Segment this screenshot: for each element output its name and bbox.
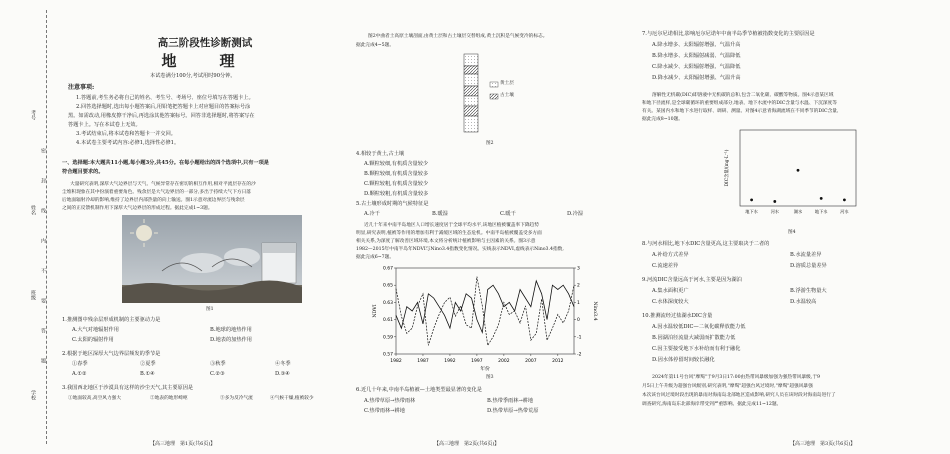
- q2-option-a[interactable]: A.①②: [72, 371, 87, 377]
- y2-tick-label: 0: [577, 318, 580, 324]
- x-category-label: 湖水: [793, 209, 803, 214]
- note-line: 3.考试结束后,将本试卷和答题卡一并交回。: [76, 131, 176, 137]
- plot-frame: [740, 130, 856, 206]
- q3-item: ④气候干燥,植被较少: [270, 396, 314, 401]
- q9-option-c[interactable]: C.水体深度较大: [652, 299, 689, 305]
- x-tick-label: 1987: [417, 359, 429, 364]
- q7-option-c[interactable]: C.降水减少、太阳辐射增强、气温降低: [652, 64, 741, 70]
- q10-option-b[interactable]: B.因湖泊径流量大减弱而扩散能力低: [652, 335, 736, 341]
- page-2-footer: 【高三地理 第2页(共6页)】: [434, 441, 500, 447]
- label-school: 学校: [30, 390, 36, 400]
- q10-option-c[interactable]: C.因主要接受地下水补给而有利于融化: [652, 346, 741, 352]
- note-line: 1.答题前,考生务必将自己的姓名、考生号、考场号、座位号填写在答题卡上。: [76, 95, 254, 101]
- figure-3-caption: 图3: [486, 375, 494, 380]
- q6-option-b[interactable]: B.热带季雨林→耕地: [487, 398, 534, 404]
- intro-line: 尘堆积现象在其中扮演着重要角色。残余层是大气边界层的一部分,多出于持续大气下方日落: [62, 190, 251, 195]
- q8-option-b[interactable]: B.水流量差异: [790, 252, 822, 258]
- figure-4-chart: [722, 124, 862, 228]
- q2-item: ④冬季: [275, 361, 291, 367]
- question-6: 6.近几十年来,中南半岛植被—土地类型最显著的变化是: [356, 387, 482, 393]
- y2-tick-label: 3: [577, 266, 580, 272]
- q2-option-b[interactable]: B.①④: [140, 371, 155, 377]
- seal-char: 密: [40, 148, 46, 153]
- seal-char: 封: [40, 178, 46, 183]
- q4-option-d[interactable]: D.颗粒较粗,有机质含量较多: [364, 191, 429, 197]
- q2-item: ③秋季: [210, 361, 226, 367]
- q2-option-c[interactable]: C.②③: [210, 371, 225, 377]
- subject-title: 地 理: [161, 52, 249, 70]
- q5-option-d[interactable]: D.冷湿: [567, 211, 583, 217]
- q9-option-a[interactable]: A.集水面积更广: [652, 288, 689, 294]
- q1-option-c[interactable]: C.太阳的辐射作用: [72, 337, 114, 343]
- figure-2: [452, 52, 542, 136]
- page-3: [640, 0, 945, 454]
- q10-option-d[interactable]: D.因水体停留时间较长融化: [652, 357, 715, 363]
- q1-option-d[interactable]: D.地表的加热作用: [210, 337, 252, 343]
- seal-char: 题: [40, 358, 46, 363]
- intro-line: 据此完成8~10题。: [642, 117, 683, 122]
- figure-1: [122, 215, 302, 303]
- q1-option-b[interactable]: B.地球的地热作用: [210, 327, 252, 333]
- q4-option-c[interactable]: C.颗粒较粗,有机质含量较少: [364, 181, 429, 187]
- q10-option-a[interactable]: A.因水温较低DIC—二氧化碳释放能力低: [652, 324, 746, 330]
- question-3: 3.我国西北地区于沙漠具有这样的沙尘天气,其主要原因是: [62, 385, 194, 391]
- question-7: 7.与厄尔尼诺相比,影响厄尔尼诺年中南半岛季节植被指数变化的主要原因是: [642, 31, 815, 37]
- y2-tick-label: 2: [577, 283, 580, 289]
- page-1-footer: 【高三地理 第1页(共6页)】: [150, 441, 216, 447]
- figure-2-profile: [452, 52, 542, 136]
- y-tick-label: 0.65: [382, 283, 393, 289]
- seal-char: 不: [40, 268, 46, 273]
- question-9: 9.河流DIC含量远高于河水,主要是因为湖泊: [642, 277, 742, 283]
- question-1: 1.推测图中残余层形成机制的主要驱动力是: [62, 317, 161, 323]
- y-tick-label: 0.67: [382, 266, 393, 272]
- seal-char: 内: [40, 238, 46, 243]
- q6-option-d[interactable]: D.热带草原→热带荒原: [487, 408, 539, 414]
- label-name: 姓名: [30, 205, 36, 215]
- q9-option-b[interactable]: B.浮游生物量大: [790, 288, 827, 294]
- intro-line: 图2中曲者土高原土壤剖面,由黄土层和古土壤层交替组成,黄土沉积是气候变冷的标志。: [368, 34, 548, 39]
- intro-line: 调查研究,海南岛东北部海岸带受到严重影响。据此完成11~12题。: [642, 402, 782, 407]
- figure-2-caption: 图2: [486, 141, 494, 146]
- y2-tick-label: -2: [577, 352, 582, 358]
- legend-paleosol-label: 古土壤: [500, 93, 514, 98]
- data-point: [773, 200, 776, 203]
- x-tick-label: 2007: [525, 359, 537, 364]
- q4-option-b[interactable]: B.颗粒较细,有机质含量较多: [364, 171, 429, 177]
- page-3-footer: 【高三地理 第3页(共6页)】: [790, 441, 856, 447]
- q8-option-c[interactable]: C.流速差异: [652, 263, 679, 269]
- q7-option-a[interactable]: A.降水增多、太阳辐射增强、气温升高: [652, 42, 741, 48]
- q8-option-d[interactable]: D.溶质总量差异: [790, 263, 827, 269]
- q2-item: ②夏季: [140, 361, 156, 367]
- figure-1-illustration: [122, 215, 302, 303]
- q1-option-a[interactable]: A.大气对地辐射作用: [72, 327, 119, 333]
- note-line: 黑。如需改动,用橡皮擦干净后,再选涂其他答案标号。回答非选择题时,将答案写在: [68, 113, 255, 119]
- seal-char: 答: [40, 328, 46, 333]
- note-line: 答题卡上。写在本试卷上无效。: [68, 122, 141, 128]
- y-tick-label: 0.57: [382, 352, 393, 358]
- x-category-label: 河水: [840, 209, 849, 214]
- q9-option-d[interactable]: D.水温较高: [790, 299, 817, 305]
- intro-line: 据此完成6~7题。: [356, 255, 395, 260]
- exam-info: 本试卷满分100分,考试用时90分钟。: [150, 73, 236, 79]
- notes-title: 注意事项:: [68, 84, 95, 91]
- x-tick-label: 1992: [444, 359, 456, 364]
- data-point: [843, 199, 846, 202]
- q2-option-d[interactable]: D.③④: [275, 371, 290, 377]
- intro-line: 月5日上午升级为超强台风级别,研究表明,"摩羯"超强台风过境时,"摩羯"超强风暴强: [642, 384, 813, 389]
- x-category-label: 地下水: [745, 209, 758, 214]
- q6-option-c[interactable]: C.热带雨林→耕地: [364, 408, 405, 414]
- question-5: 5.古土壤形成时期的气候特征是: [356, 201, 429, 207]
- figure-1-caption: 图1: [206, 307, 214, 312]
- q7-option-d[interactable]: D.降水减少、太阳辐射增强、气温升高: [652, 75, 741, 81]
- q3-item: ①地面较高,高空风力强大: [68, 396, 122, 401]
- q8-option-a[interactable]: A.补给方式差异: [652, 252, 689, 258]
- question-10: 10.推测流经过盐湖水DIC含量: [642, 313, 713, 319]
- page-1: [60, 0, 350, 454]
- question-2: 2.根据于地区深厚大气边界层频发的季节是: [62, 351, 161, 357]
- intro-line: 相关关系,为深度了解改善区域环境,本文将分析统计植被影响与主因素的关系。图3示意: [356, 239, 536, 244]
- q5-option-c[interactable]: C.暖干: [500, 211, 516, 217]
- y-axis-label: NDVI: [373, 304, 378, 318]
- exam-title: 高三阶段性诊断测试: [157, 37, 253, 49]
- intro-line: 后地面辐射冷却的影响,维持了边界层内部热量的向上输送。图1示意对流边界层与残余层: [62, 198, 245, 203]
- intro-line: 溶解性无机碳(DIC)即溶液中无机碳的总和,包含二氧化碳、碳酸等物质。图4示意某区域: [652, 93, 834, 98]
- q6-option-a[interactable]: A.热带草原→热带雨林: [364, 398, 416, 404]
- question-4: 4.相较于黄土,古土壤: [356, 151, 405, 157]
- y-tick-label: 0.61: [382, 318, 393, 324]
- q7-option-b[interactable]: B.降水增多、太阳辐射减弱、气温降低: [652, 53, 741, 59]
- seal-char: 要: [40, 298, 46, 303]
- x-category-label: 河水: [770, 209, 779, 214]
- intro-line: 1982—2015年中南半岛年NDVI与Nino3.4指数变化情况。实线表示NDVI,虚线表示Nino3.4指数,: [356, 247, 564, 252]
- q3-item: ③多为反冷气流: [220, 396, 253, 401]
- q4-option-a[interactable]: A.颗粒较细,有机质含量较少: [364, 161, 429, 167]
- data-point: [820, 197, 823, 200]
- figure-4-caption: 图4: [788, 230, 796, 235]
- intro-line: 本次该台风过境时段出现的暴雨对海南岛北部地区造成影响,研究人员在该时段对海南岛进行了: [642, 393, 836, 398]
- intro-line: 2024年第11号台风"摩羯"于9月3日17:00由热带风暴级加强为强热带风暴级,于9: [652, 375, 821, 380]
- legend-loess-label: 黄土层: [500, 81, 514, 86]
- intro-line: 有关。某国内水和地下水进行取样、调研、测量。对图4示意青海湖流域在不同季节的DIC含量,: [642, 109, 839, 114]
- q2-item: ①春季: [72, 361, 88, 367]
- x-tick-label: 1982: [390, 359, 402, 364]
- data-point: [797, 169, 800, 172]
- cloud-icon: [224, 248, 260, 266]
- note-line: 4.本试卷主要考试内容:必修1,选择性必修1。: [76, 140, 180, 146]
- q5-option-a[interactable]: A.冷干: [364, 211, 380, 217]
- seal-char: 线: [40, 208, 46, 213]
- sun-icon: [136, 225, 152, 241]
- label-class: 班级: [30, 290, 36, 300]
- x-tick-label: 1997: [471, 359, 483, 364]
- page-2: [352, 0, 632, 454]
- figure-3-chart: [370, 262, 600, 372]
- seal-line: [46, 10, 47, 444]
- legend-loess-swatch: [490, 82, 498, 87]
- x-category-label: 地下水: [814, 209, 828, 214]
- intro-line: 和地下径流样,是全球碳循环的重要组成部分,地表、地下水流中的DIC含量与水温、下沉深度等: [642, 101, 837, 106]
- intro-line: 之间的正反馈机制作用下深厚大气边界层的形成过程。据此完成1~3题。: [62, 206, 213, 211]
- note-line: 2.回答选择题时,选出每小题答案后,用铅笔把答题卡上对应题目的答案标号涂: [76, 104, 251, 110]
- x-tick-label: 2012: [552, 359, 564, 364]
- binding-strip: [0, 0, 58, 454]
- intro-line: 大量研究表明,深厚大气边界层与天气、气候异常存在密切的相互作用,相对平流层存在的沙: [70, 182, 256, 187]
- data-point: [750, 199, 753, 202]
- x-tick-label: 2002: [498, 359, 510, 364]
- question-8: 8.与河水相比,地下水DIC含量更高,这主要取决于二者的: [642, 241, 770, 247]
- y-tick-label: 0.59: [382, 335, 393, 341]
- legend-paleosol-swatch: [490, 94, 498, 99]
- section-heading: 一、选择题:本大题共11小题,每小题3分,共45分。在每小题给出的四个选项中,只有一项是: [62, 160, 269, 166]
- label-exam-number: 考号: [30, 110, 36, 120]
- y-tick-label: 0.63: [382, 300, 393, 306]
- y2-tick-label: 1: [577, 300, 580, 306]
- intro-line: 据此完成4~5题。: [356, 43, 395, 48]
- intro-line: 近几十年来中南半岛地区人口增长速度居于全球平均水平,该地区植被覆盖率下降趋势: [364, 223, 539, 228]
- q3-item: ②地表的地形崎岖: [150, 396, 188, 401]
- section-heading-2: 符合题目要求的。: [62, 169, 104, 175]
- x-axis-label: 年份: [480, 367, 490, 372]
- intro-line: 明显,研究表明,植被等作用的增加有利于减缓区域的生态危机。中南半岛植被覆盖受多方面: [356, 231, 542, 236]
- y-axis-label: DIC含量/(mg·L⁻¹): [725, 149, 730, 187]
- y2-tick-label: -1: [577, 335, 582, 341]
- q5-option-b[interactable]: B.暖湿: [432, 211, 448, 217]
- y2-axis-label: Nino3.4: [592, 301, 597, 321]
